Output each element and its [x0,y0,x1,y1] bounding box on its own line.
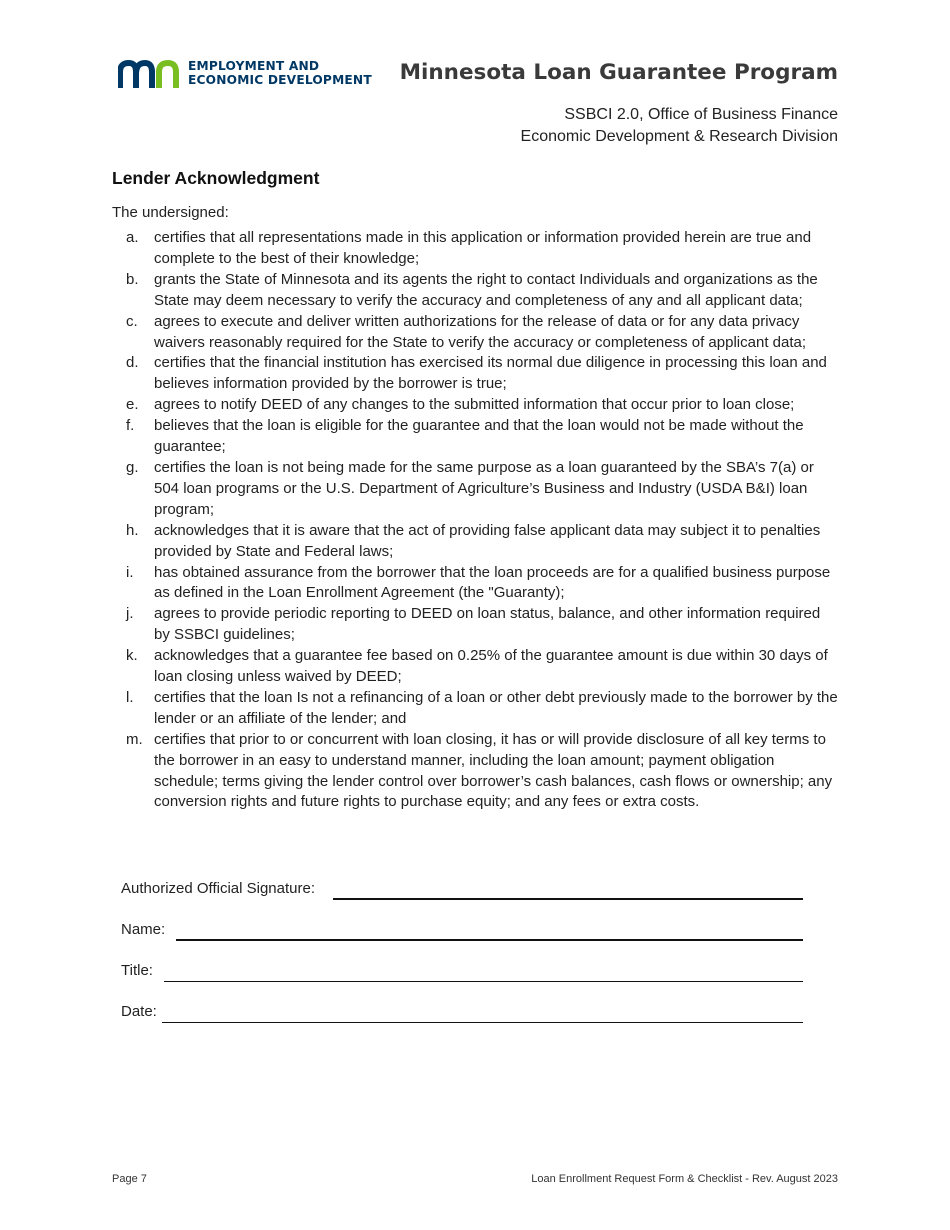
item-letter: l. [126,688,134,706]
name-row [121,921,803,943]
title-row [121,962,803,984]
item-letter: c. [126,312,138,330]
page-title: Minnesota Loan Guarantee Program [399,60,838,85]
title-label: Title: [121,962,153,979]
item-text: agrees to provide periodic reporting to DEED on loan status, balance, and other information required by SSBCI guidelines; [154,605,821,644]
item-text: agrees to notify DEED of any changes to the submitted information that occur prior to loan close; [154,396,795,414]
signature-row [121,880,803,902]
date-label: Date: [121,1003,157,1020]
item-letter: e. [126,396,139,414]
acknowledgment-item [112,604,840,646]
acknowledgment-item [112,228,840,270]
item-letter: k. [126,647,138,665]
item-text: certifies that the financial institution has exercised its normal due diligence in processing this loan and believes information provided by the borrower is true; [154,354,827,393]
acknowledgment-item [112,458,840,521]
title-field[interactable] [164,981,803,982]
item-text: acknowledges that it is aware that the act of providing false applicant data may subject it to penalties provided by State and Federal laws; [154,521,821,560]
acknowledgment-item [112,416,840,458]
item-text: agrees to execute and deliver written authorizations for the release of data or for any data privacy waivers reasonably required for the State to verify the accuracy or completeness of applicant data; [154,312,807,351]
item-letter: i. [126,563,134,581]
item-letter: b. [126,270,139,288]
item-letter: g. [126,458,139,476]
signature-label: Authorized Official Signature: [121,880,315,897]
acknowledgment-item [112,312,840,354]
subtitle-line-1: SSBCI 2.0, Office of Business Finance [564,106,838,123]
item-letter: j. [126,605,134,623]
footer-document-title: Loan Enrollment Request Form & Checklist - Rev. August 2023 [531,1173,838,1185]
subtitle-line-2: Economic Development & Research Division [520,128,838,145]
item-text: grants the State of Minnesota and its agents the right to contact Individuals and organizations as the State may deem necessary to verify the accuracy and completeness of any and all applicant data; [154,270,818,309]
acknowledgment-item [112,646,840,688]
logo-text [188,59,372,87]
intro-text: The undersigned: [112,204,229,221]
item-letter: h. [126,521,139,539]
item-text: acknowledges that a guarantee fee based on 0.25% of the guarantee amount is due within 30 days of loan closing unless waived by DEED; [154,647,828,686]
name-field[interactable] [176,939,803,941]
acknowledgment-item [112,395,840,416]
acknowledgment-item [112,730,840,814]
subtitle [521,104,838,148]
item-text: certifies that the loan Is not a refinancing of a loan or other debt previously made to the borrower by the lender or an affiliate of the lender; and [154,688,838,727]
item-text: certifies that all representations made in this application or information provided herein are true and complete to the best of their knowledge; [154,229,812,267]
item-text: certifies the loan is not being made for the same purpose as a loan guaranteed by the SBA’s 7(a) or 504 loan programs or the U.S. Department of Agriculture’s Business and Industry (USDA B&I) loan program; [154,458,814,518]
mn-logo-icon [118,60,184,90]
item-text: believes that the loan is eligible for the guarantee and that the loan would not be made without the guarantee; [154,417,804,456]
acknowledgment-list [112,228,840,813]
acknowledgment-item [112,521,840,563]
item-text: has obtained assurance from the borrower that the loan proceeds are for a qualified business purpose as defined in the Loan Enrollment Agreement (the "Guaranty); [154,563,831,602]
acknowledgment-item [112,270,840,312]
signature-field[interactable] [333,898,803,900]
item-text: certifies that prior to or concurrent with loan closing, it has or will provide disclosure of all key terms to the borrower in an easy to understand manner, including the loan amount; payment obligation schedule; terms giving the lender control over borrower’s cash balances, cash flows or ownership; any conversion rights and future rights to purchase equity; and any fees or extra costs. [154,730,833,811]
item-letter: m. [126,730,143,748]
footer-page-number: Page 7 [112,1173,147,1185]
item-letter: a. [126,229,139,246]
date-row [121,1003,803,1025]
item-letter: d. [126,354,139,372]
item-letter: f. [126,417,135,435]
deed-logo [118,58,372,92]
acknowledgment-item [112,688,840,730]
acknowledgment-item [112,563,840,605]
date-field[interactable] [162,1022,803,1023]
logo-line-2: ECONOMIC DEVELOPMENT [188,73,372,87]
logo-line-1: EMPLOYMENT AND [188,59,320,73]
section-heading: Lender Acknowledgment [112,168,320,188]
acknowledgment-item [112,353,840,395]
name-label: Name: [121,921,166,938]
